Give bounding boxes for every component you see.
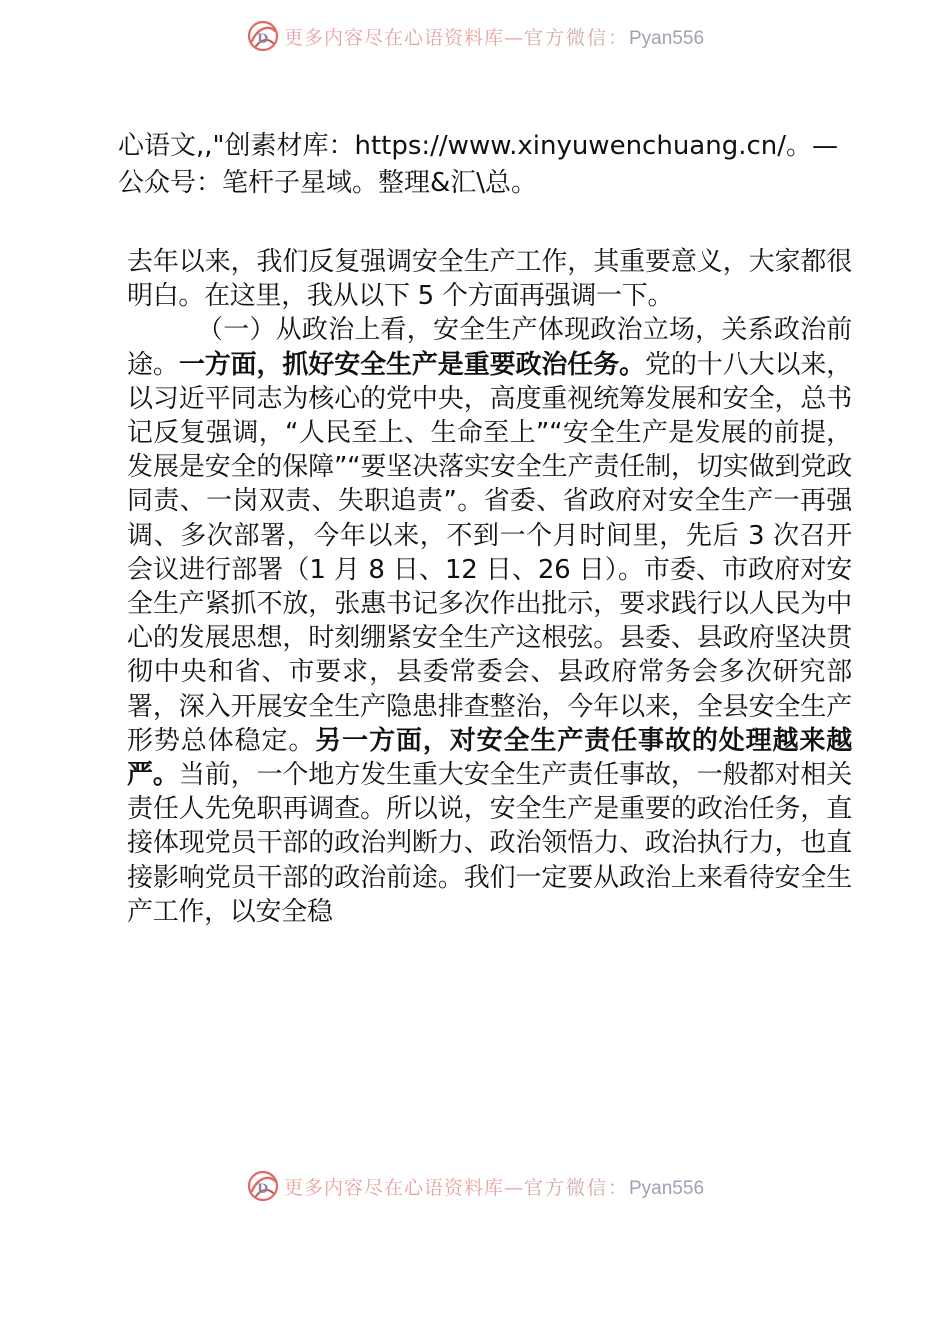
stylized-red-swirl-logo-icon [246,1169,280,1203]
section-heading: （一）从政治上看，安全生产体现政治立场，关系政治前途。 [127,315,852,380]
bold-statement-two: 另一方面，对安全生产责任事故的处理越来越严。 [127,725,852,791]
paragraph-text: 党的十八大以来，以习近平同志为核心的党中央，高度重视统筹发展和安全，总书记反复强调，“人民至上、生命至上”“安全生产是发展的前提，发展是安全的保障”“要坚决落实安全生产责任制，切实做到党政同责、一岗双责、失职追责”。省委、省政府对安全生产一再强调、多次部署，今年以来，不到一个月时间里，先后 3 次召开会议进行部署（1 月 8 日、12 日、26 日）。市委、市政府对安全生产紧抓不放，张惠书记多次作出批示，要求践行以人民为中心的发展思想，时刻绷紧安全生产这根弦。县委、县政府坚决贯彻中央和省、市要求，县委常委会、县政府常务会多次研究部署，深入开展安全生产隐患排查整治，今年以来，全县安全生产形势总体稳定。 [127,349,852,756]
paragraph-intro: 去年以来，我们反复强调安全生产工作，其重要意义，大家都很明白。在这里，我从以下 5 个方面再强调一下。 [127,247,852,312]
paragraph-text-continued: 当前，一个地方发生重大安全生产责任事故，一般都对相关责任人先免职再调查。所以说，安全生产是重要的政治任务，直接体现党员干部的政治判断力、政治领悟力、政治执行力，也直接影响党员干部的政治前途。我们一定要从政治上来看待安全生产工作，以安全稳 [127,760,853,927]
document-body [127,245,852,929]
paragraph-political [127,313,852,929]
stylized-red-swirl-logo-icon [246,19,280,53]
watermark-text: 更多内容尽在心语资料库— [283,1176,524,1199]
watermark-weixin-label: 官方微信： [523,1176,629,1199]
footer-watermark [0,1166,950,1206]
source-note: 心语文,,"创素材库：https://www.xinyuwenchuang.cn/。—公众号：笔杆子星域。整理&汇\总。 [118,131,839,198]
svg-text:D: D [256,1182,269,1197]
watermark-weixin-label: 官方微信： [523,26,629,49]
watermark-text: 更多内容尽在心语资料库— [283,26,524,49]
watermark-weixin-id: Pyan556 [629,27,705,49]
bold-statement-one: 一方面，抓好安全生产是重要政治任务。 [178,349,645,380]
header-watermark [0,16,950,56]
watermark-weixin-id: Pyan556 [629,1177,705,1199]
svg-text:D: D [256,32,269,47]
